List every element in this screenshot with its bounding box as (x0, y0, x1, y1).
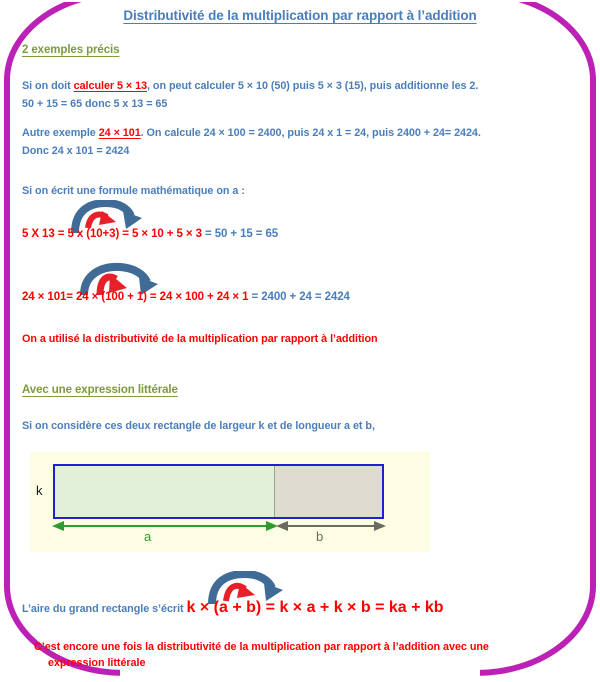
diagram-label-k: k (36, 483, 43, 498)
formula-twentyfour-times-101 (22, 291, 350, 303)
formula-2-blue: = 2400 + 24 = 2424 (251, 291, 350, 303)
section-heading-examples: 2 exemples précis (22, 44, 120, 56)
paragraph-example-one-after: , on peut calculer 5 × 10 (50) puis 5 × 3 (15), puis additionne les 2. (147, 80, 479, 92)
paragraph-literal-intro: Si on considère ces deux rectangle de largeur k et de longueur a et b, (22, 420, 375, 432)
area-formula-expression: k × (a + b) = k × a + k × b = ka + kb (186, 599, 444, 616)
paragraph-example-one (22, 77, 562, 95)
conclusion-literal-line1: C’est encore une fois la distributivité de la multiplication par rapport à l’addition avec une (34, 641, 489, 653)
paragraph-example-two-after: . On calcule 24 × 100 = 2400, puis 24 x 1 = 24, puis 2400 + 24= 2424. (140, 127, 481, 139)
section-heading-literal: Avec une expression littérale (22, 384, 178, 396)
paragraph-example-one-highlight: calculer 5 × 13 (73, 80, 148, 92)
page-title: Distributivité de la multiplication par rapport à l’addition (123, 8, 477, 23)
rectangle-diagram (30, 452, 430, 552)
formula-1-red: 5 X 13 = 5 x (10+3) = 5 × 10 + 5 × 3 (22, 228, 205, 240)
diagram-label-a: a (144, 529, 152, 544)
paragraph-example-two-line2: Donc 24 x 101 = 2424 (22, 145, 130, 157)
formula-five-times-thirteen (22, 228, 278, 240)
diagram-label-b: b (316, 529, 324, 544)
paragraph-example-one-before: Si on doit (22, 80, 74, 92)
formula-2-red: 24 × 101= 24 × (100 + 1) = 24 × 100 + 24 × 1 (22, 291, 252, 303)
paragraph-example-two (22, 124, 567, 142)
diagram-measure-arrows (30, 514, 430, 538)
big-rectangle (53, 464, 384, 519)
paragraph-formula-intro: Si on écrit une formule mathématique on a : (22, 185, 245, 197)
area-formula-lead: L’aire du grand rectangle s’écrit (22, 603, 187, 615)
rectangle-part-b (275, 466, 382, 517)
paragraph-example-two-highlight: 24 × 101 (98, 127, 141, 139)
conclusion-literal-line2: expression littérale (48, 657, 146, 669)
rectangle-part-a (55, 466, 275, 517)
area-formula-line (22, 599, 444, 617)
formula-1-blue: = 50 + 15 = 65 (205, 228, 279, 240)
conclusion-examples: On a utilisé la distributivité de la multiplication par rapport à l’addition (22, 333, 378, 345)
paragraph-example-two-before: Autre exemple (22, 127, 99, 139)
paragraph-example-one-line2: 50 + 15 = 65 donc 5 x 13 = 65 (22, 98, 168, 110)
